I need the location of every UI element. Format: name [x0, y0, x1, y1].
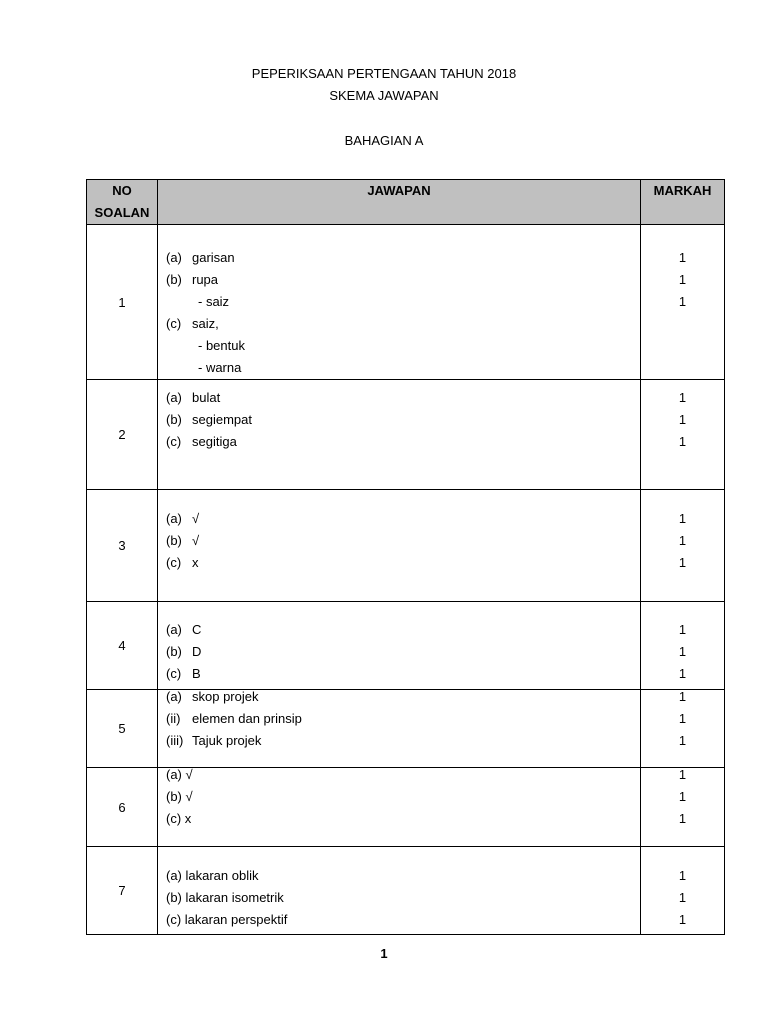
- answer-line: [166, 291, 640, 313]
- answer-label: (b): [166, 533, 182, 548]
- question-number: 5: [87, 690, 158, 768]
- mark-value: 1: [678, 250, 687, 265]
- answer-line: [166, 357, 640, 379]
- section-title: BAHAGIAN A: [344, 133, 424, 148]
- answer-label: (b): [166, 272, 182, 287]
- answer-line: [166, 619, 640, 641]
- answer-line: [166, 387, 640, 409]
- answer-text: - saiz: [198, 294, 230, 309]
- answer-label: (a): [166, 511, 182, 526]
- column-header-answer: JAWAPAN: [158, 180, 641, 225]
- mark-value: 1: [678, 272, 687, 287]
- answer-cell: [158, 602, 641, 690]
- answer-label: (a): [166, 250, 182, 265]
- table-body: [87, 225, 725, 935]
- mark-value: 1: [678, 789, 687, 804]
- answer-line: [166, 552, 640, 574]
- answer-text: saiz,: [192, 316, 219, 331]
- answer-text: (c) lakaran perspektif: [166, 912, 288, 927]
- answer-label: (c): [166, 666, 182, 681]
- answer-scheme-table: [86, 179, 725, 935]
- answer-text: - warna: [198, 360, 242, 375]
- mark-cell: [641, 690, 725, 768]
- question-number: 7: [87, 847, 158, 935]
- mark-value: 1: [678, 890, 687, 905]
- table-row: [87, 768, 725, 847]
- question-number: 3: [87, 490, 158, 602]
- mark-value: 1: [678, 622, 687, 637]
- answer-text: bulat: [192, 390, 221, 405]
- answer-line: [166, 764, 640, 786]
- answer-line: [166, 865, 640, 887]
- answer-text: √: [192, 511, 200, 526]
- answer-line: [166, 887, 640, 909]
- answer-line: [166, 808, 640, 830]
- answer-label: (a): [166, 390, 182, 405]
- mark-value: 1: [678, 511, 687, 526]
- question-number: 4: [87, 602, 158, 690]
- answer-line: [166, 663, 640, 685]
- mark-value: 1: [678, 689, 687, 704]
- answer-line: [166, 708, 640, 730]
- answer-text: elemen dan prinsip: [192, 711, 302, 726]
- answer-label: (b): [166, 644, 182, 659]
- answer-label: (a): [166, 689, 182, 704]
- answer-line: [166, 909, 640, 931]
- answer-line: [166, 786, 640, 808]
- answer-line: [166, 313, 640, 335]
- answer-label: (iii): [166, 733, 184, 748]
- mark-value: 1: [678, 533, 687, 548]
- mark-cell: [641, 847, 725, 935]
- answer-cell: [158, 225, 641, 380]
- answer-text: B: [192, 666, 201, 681]
- mark-value: 1: [678, 644, 687, 659]
- table-header-row: [87, 180, 725, 225]
- mark-value: 1: [678, 555, 687, 570]
- answer-cell: [158, 847, 641, 935]
- answer-text: Tajuk projek: [192, 733, 262, 748]
- answer-cell: [158, 768, 641, 847]
- answer-text: x: [192, 555, 199, 570]
- answer-cell: [158, 380, 641, 490]
- answer-text: (a) lakaran oblik: [166, 868, 259, 883]
- answer-text: segiempat: [192, 412, 252, 427]
- table-row: [87, 690, 725, 768]
- page-number: 1: [380, 946, 388, 961]
- answer-text: skop projek: [192, 689, 259, 704]
- table-row: [87, 225, 725, 380]
- answer-label: (a): [166, 622, 182, 637]
- mark-value: 1: [678, 294, 687, 309]
- mark-value: 1: [678, 711, 687, 726]
- answer-text: (c) x: [166, 811, 192, 826]
- answer-text: C: [192, 622, 202, 637]
- mark-cell: [641, 225, 725, 380]
- mark-cell: [641, 768, 725, 847]
- answer-label: (c): [166, 316, 182, 331]
- column-header-no-line2: SOALAN: [94, 205, 150, 220]
- mark-value: 1: [678, 390, 687, 405]
- answer-text: segitiga: [192, 434, 237, 449]
- answer-text: rupa: [192, 272, 219, 287]
- answer-line: [166, 686, 640, 708]
- answer-cell: [158, 490, 641, 602]
- mark-cell: [641, 380, 725, 490]
- mark-value: 1: [678, 412, 687, 427]
- answer-label: (b): [166, 412, 182, 427]
- table-row: [87, 602, 725, 690]
- question-number: 6: [87, 768, 158, 847]
- mark-value: 1: [678, 912, 687, 927]
- answer-line: [166, 409, 640, 431]
- answer-text: D: [192, 644, 202, 659]
- answer-text: - bentuk: [198, 338, 245, 353]
- answer-line: [166, 431, 640, 453]
- answer-text: √: [192, 533, 200, 548]
- answer-line: [166, 335, 640, 357]
- mark-value: 1: [678, 733, 687, 748]
- answer-label: (c): [166, 434, 182, 449]
- answer-text: (a) √: [166, 767, 193, 782]
- answer-text: (b) lakaran isometrik: [166, 890, 284, 905]
- mark-value: 1: [678, 868, 687, 883]
- mark-value: 1: [678, 434, 687, 449]
- table-row: [87, 380, 725, 490]
- table-row: [87, 847, 725, 935]
- document-title: PEPERIKSAAN PERTENGAAN TAHUN 2018: [251, 66, 517, 81]
- answer-line: [166, 508, 640, 530]
- question-number: 1: [87, 225, 158, 380]
- answer-text: (b) √: [166, 789, 193, 804]
- answer-line: [166, 247, 640, 269]
- column-header-no-line1: NO: [112, 183, 132, 198]
- answer-text: garisan: [192, 250, 235, 265]
- column-header-question-no: [87, 180, 158, 225]
- answer-line: [166, 641, 640, 663]
- column-header-mark: MARKAH: [641, 180, 725, 225]
- answer-line: [166, 269, 640, 291]
- answer-label: (ii): [166, 711, 181, 726]
- mark-value: 1: [678, 767, 687, 782]
- mark-value: 1: [678, 666, 687, 681]
- answer-line: [166, 530, 640, 552]
- answer-label: (c): [166, 555, 182, 570]
- table-row: [87, 490, 725, 602]
- answer-cell: [158, 690, 641, 768]
- mark-value: 1: [678, 811, 687, 826]
- question-number: 2: [87, 380, 158, 490]
- answer-line: [166, 730, 640, 752]
- mark-cell: [641, 602, 725, 690]
- mark-cell: [641, 490, 725, 602]
- document-subtitle: SKEMA JAWAPAN: [329, 88, 439, 103]
